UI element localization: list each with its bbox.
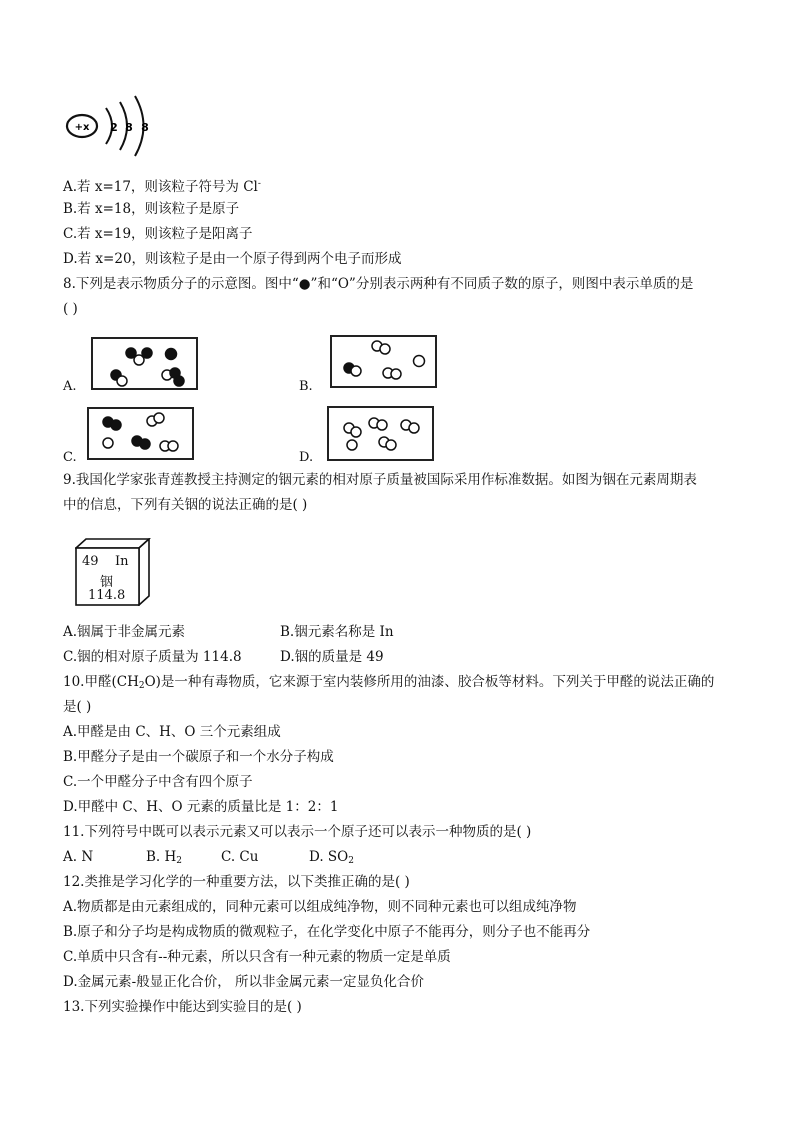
molecule-c1 bbox=[103, 417, 121, 430]
q9-stem-line2: 中的信息，下列有关铟的说法正确的是( ) bbox=[63, 497, 308, 513]
q11-option-c: C. Cu bbox=[221, 849, 259, 865]
q8-stem: 8.下列是表示物质分子的示意图。图中“●”和“O”分别表示两种有不同质子数的原子，则图中表示单质的是 bbox=[63, 276, 694, 292]
shell-electrons-1: 2 bbox=[110, 121, 118, 134]
q10-stem-line2: 是( ) bbox=[63, 699, 92, 715]
molecule-d5 bbox=[379, 437, 396, 450]
q8-label-c: C. bbox=[63, 450, 77, 465]
q12-option-d: D.金属元素-般显正化合价， 所以非金属元素一定显负化合价 bbox=[63, 974, 424, 990]
q13-stem: 13.下列实验操作中能达到实验目的是( ) bbox=[63, 999, 302, 1015]
periodic-table-cell-indium bbox=[75, 538, 151, 606]
q9-option-b: B.铟元素名称是 In bbox=[280, 624, 394, 640]
molecule-c4 bbox=[132, 436, 150, 449]
q10-option-d: D.甲醛中 C、H、O 元素的质量比是 1：2：1 bbox=[63, 799, 339, 815]
nucleus-charge: +x bbox=[74, 122, 90, 133]
molecule-c3 bbox=[103, 438, 113, 448]
molecule-b3 bbox=[344, 363, 361, 376]
q8-label-b: B. bbox=[299, 379, 313, 394]
q8-box-c bbox=[87, 407, 194, 460]
q9-option-d: D.铟的质量是 49 bbox=[280, 649, 384, 665]
molecule-b1 bbox=[372, 341, 390, 354]
molecule-d2 bbox=[369, 418, 387, 430]
shell-electrons-2: 8 bbox=[125, 121, 133, 134]
q8-box-b bbox=[330, 335, 437, 388]
molecule-d3 bbox=[401, 420, 419, 433]
cell-side-face bbox=[139, 539, 149, 605]
shell-electrons-3: 8 bbox=[141, 121, 149, 134]
q10-stem-line1: 10.甲醛$(CH_2O)$是一种有毒物质，它来源于室内装修所用的油漆、胶合板等材料。下列关于甲醛的说法正确的 bbox=[63, 674, 715, 691]
q12-option-c: C.单质中只含有--种元素，所以只含有一种元素的物质一定是单质 bbox=[63, 949, 451, 965]
q10-option-b: B.甲醛分子是由一个碳原子和一个水分子构成 bbox=[63, 749, 334, 765]
q9-stem-line1: 9.我国化学家张青莲教授主持测定的铟元素的相对原子质量被国际采用作标准数据。如图为铟在元素周期表 bbox=[63, 472, 697, 488]
q9-option-a: A.铟属于非金属元素 bbox=[63, 624, 186, 640]
cell-top-face bbox=[76, 539, 149, 548]
q12-option-b: B.原子和分子均是构成物质的微观粒子，在化学变化中原子不能再分，则分子也不能再分 bbox=[63, 924, 591, 940]
q11-option-a: A. N bbox=[63, 849, 94, 865]
q8-paren: ( ) bbox=[63, 301, 78, 317]
q9-option-c: C.铟的相对原子质量为 114.8 bbox=[63, 649, 242, 665]
cell-element-name: 铟 bbox=[100, 575, 114, 590]
molecule-a4 bbox=[162, 368, 184, 386]
cell-atomic-mass: 114.8 bbox=[88, 588, 126, 603]
q8-label-a: A. bbox=[63, 379, 77, 394]
molecule-b2 bbox=[414, 356, 425, 367]
q12-option-a: A.物质都是由元素组成的，同种元素可以组成纯净物，则不同种元素也可以组成纯净物 bbox=[63, 899, 577, 915]
molecule-d4 bbox=[347, 440, 357, 450]
q10-option-c: C.一个甲醛分子中含有四个原子 bbox=[63, 774, 253, 790]
cell-element-symbol: In bbox=[115, 554, 129, 569]
cell-atomic-number: 49 bbox=[82, 554, 99, 569]
q7-option-d: D.若 x=20，则该粒子是由一个原子得到两个电子而形成 bbox=[63, 251, 402, 267]
q12-stem: 12.类推是学习化学的一种重要方法，以下类推正确的是( ) bbox=[63, 874, 410, 890]
q7-option-a: A.若 x=17，则该粒子符号为 Cl- bbox=[63, 179, 261, 195]
atom-structure-diagram bbox=[62, 92, 162, 160]
q11-option-d: D. $SO_2$ bbox=[309, 849, 354, 866]
q8-box-d bbox=[327, 406, 434, 461]
q7-option-c: C.若 x=19，则该粒子是阳离子 bbox=[63, 226, 253, 242]
q7-option-b: B.若 x=18，则该粒子是原子 bbox=[63, 201, 240, 217]
q8-label-d: D. bbox=[299, 450, 314, 465]
molecule-d1 bbox=[344, 423, 361, 437]
q10-option-a: A.甲醛是由 C、H、O 三个元素组成 bbox=[63, 724, 281, 740]
q11-stem: 11.下列符号中既可以表示元素又可以表示一个原子还可以表示一种物质的是( ) bbox=[63, 824, 532, 840]
q8-box-a bbox=[91, 337, 198, 390]
molecule-a1 bbox=[126, 348, 152, 365]
q11-option-b: B. $H_2$ bbox=[146, 849, 183, 866]
molecule-c5 bbox=[160, 441, 178, 451]
molecule-b4 bbox=[383, 368, 401, 379]
molecule-c2 bbox=[147, 413, 164, 426]
molecule-a2 bbox=[166, 349, 177, 360]
molecule-a3 bbox=[111, 370, 127, 386]
